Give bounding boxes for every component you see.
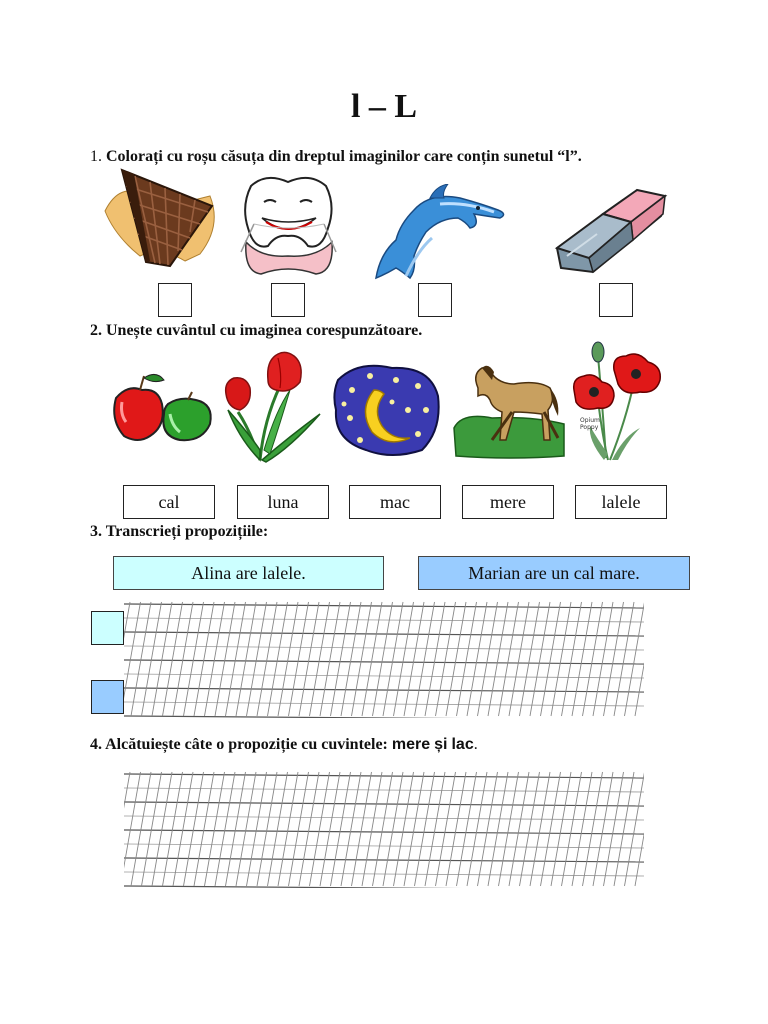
handwriting-grid-3 [124, 600, 644, 718]
word-box-cal[interactable]: cal [123, 485, 215, 519]
poppies-icon [568, 340, 668, 465]
task2-number: 2. [90, 322, 102, 339]
task1-checkbox-3[interactable] [418, 283, 452, 317]
task2-instruction [90, 322, 422, 340]
eraser-icon [553, 186, 668, 278]
task4-instruction [90, 736, 478, 754]
task1-checkbox-2[interactable] [271, 283, 305, 317]
task4-number: 4. [90, 736, 102, 753]
task1-text: Colorați cu roșu căsuța din dreptul imaginilor care conțin sunetul “l”. [106, 148, 582, 165]
task4-word-lac: lac [451, 736, 474, 753]
task1-instruction [90, 148, 582, 166]
moon-and-stars-icon [330, 360, 442, 460]
apples-icon [106, 370, 216, 445]
task3-number: 3. [90, 523, 102, 540]
task4-word-mere: mere [391, 736, 431, 753]
task3-instruction [90, 523, 268, 541]
poppy-caption-line2: Poppy [580, 424, 599, 431]
color-marker-1 [91, 611, 124, 645]
tooth-with-floss-icon [236, 172, 341, 280]
task3-text: Transcrieți propozițiile: [105, 523, 269, 540]
task4-conjunction: și [434, 736, 448, 753]
horse-icon [452, 360, 567, 460]
poppy-caption-line1: Opium [580, 417, 600, 424]
word-box-mac[interactable]: mac [349, 485, 441, 519]
handwriting-grid-4 [124, 770, 644, 888]
task1-checkbox-4[interactable] [599, 283, 633, 317]
tulips-icon [220, 350, 325, 465]
chocolate-bar-icon [100, 166, 225, 276]
word-box-mere[interactable]: mere [462, 485, 554, 519]
word-box-luna[interactable]: luna [237, 485, 329, 519]
task2-text: Unește cuvântul cu imaginea corespunzătoare. [106, 322, 423, 339]
handwriting-lines-task4[interactable] [124, 770, 644, 888]
task4-period: . [473, 736, 478, 753]
dolphin-icon [370, 184, 510, 282]
sentence-box-2: Marian are un cal mare. [418, 556, 690, 590]
task1-number: 1. [90, 148, 102, 165]
sentence-box-1: Alina are lalele. [113, 556, 384, 590]
task1-checkbox-1[interactable] [158, 283, 192, 317]
poppy-caption [580, 417, 600, 431]
word-box-lalele[interactable]: lalele [575, 485, 667, 519]
handwriting-lines-task3[interactable] [124, 600, 644, 718]
color-marker-2 [91, 680, 124, 714]
task4-text: Alcătuiește câte o propoziție cu cuvintele: [105, 736, 388, 753]
page-title: l – L [350, 88, 418, 125]
